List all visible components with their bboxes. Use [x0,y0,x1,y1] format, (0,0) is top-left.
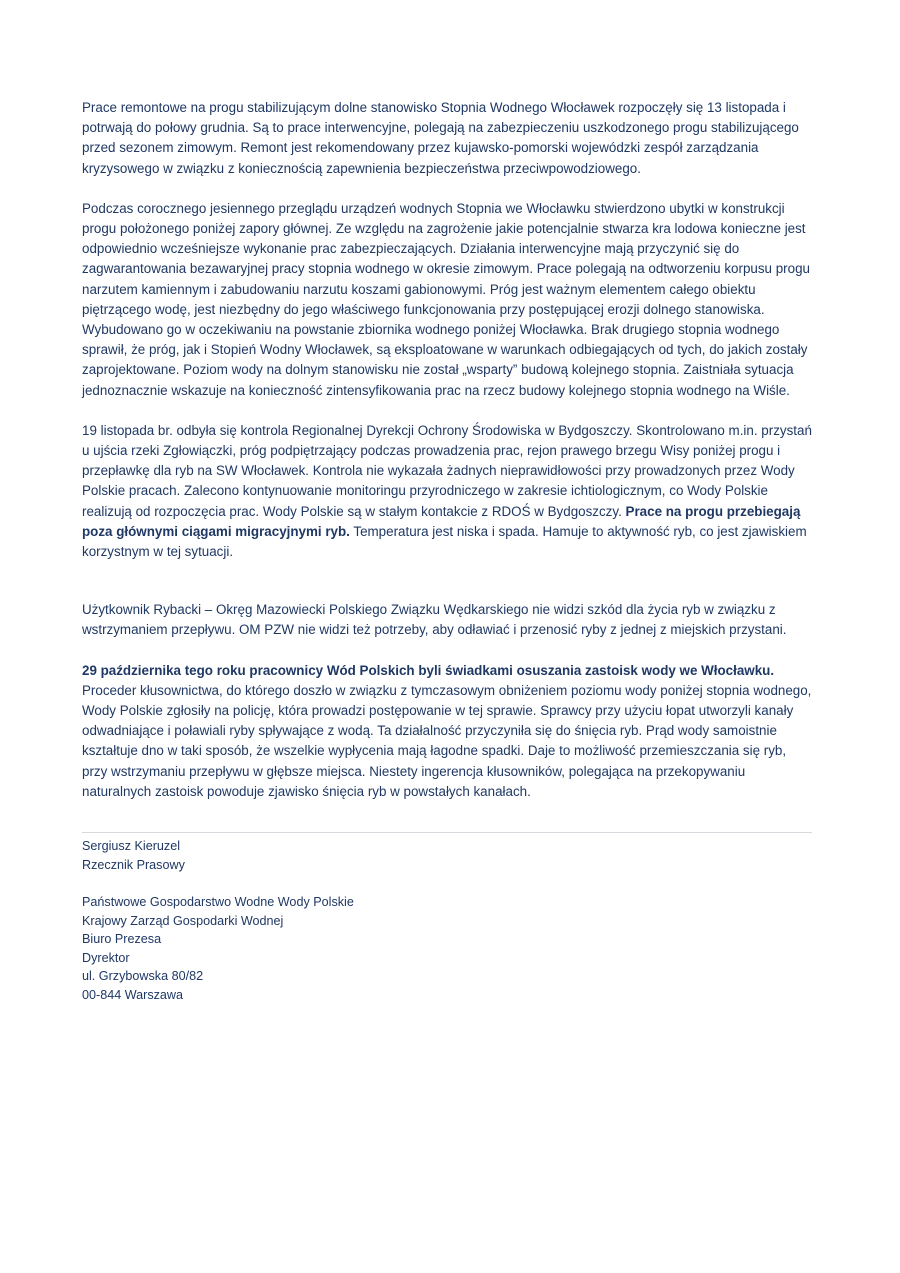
paragraph-poaching [82,661,812,802]
press-release-document [82,98,812,1023]
paragraph-annual-inspection [82,199,812,401]
organization-board: Krajowy Zarząd Gospodarki Wodnej [82,913,284,928]
signature-section [82,837,812,1004]
migration-routes-highlight: Prace na progu przebiegają poza głównymi ciągami migracyjnymi ryb. [82,503,801,539]
paragraph-renovation-works [82,98,812,179]
address-city: 00-844 Warszawa [82,987,184,1002]
paragraph-renovation-works-text: Prace remontowe na progu stabilizującym dolne stanowisko Stopnia Wodnego Włocławek rozpoczęły się 13 listopada i potrwają do połowy grudnia. Są to prace interwencyjne, polegają na zabezpieczeniu uszkodzonego progu stabilizującego przed sezonem zimowym. Remont jest rekomendowany przez kujawsko-pomorski wojewódzki zespół zarządzania kryzysowego w związku z koniecznością zapewnienia bezpieczeństwa przeciwpowodziowego. [82,100,799,176]
organization-name: Państwowe Gospodarstwo Wodne Wody Polskie [82,895,354,910]
spokesperson-block [82,837,812,874]
paragraph-poaching-text: Proceder kłusownictwa, do którego doszło w związku z tymczasowym obniżeniem poziomu wody poniżej stopnia wodnego, Wody Polskie zgłosiły na policję, która prowadzi postępowanie w tej sprawie. Sprawcy przy użyciu łopat utworzyli kanały odwadniające i poławiali ryby spływające z wodą. Ta działalność przyczyniła się do śnięcia ryb. Prąd wody samoistnie kształtuje dno w taki sposób, że wszelkie wypłycenia mają łagodne spadki. Daje to możliwość przemieszczania się ryb, przy wstrzymaniu przepływu w głębsze miejsca. Niestety ingerencja kłusowników, polegająca na przekopywaniu naturalnych zastoisk powoduje zjawisko śnięcia ryb w powstałych kanałach. [82,682,812,799]
spokesperson-name: Sergiusz Kieruzel [82,839,180,854]
organization-position: Dyrektor [82,950,130,965]
spokesperson-role: Rzecznik Prasowy [82,857,185,872]
paragraph-rdos-inspection [82,421,812,562]
address-street: ul. Grzybowska 80/82 [82,969,204,984]
organization-office: Biuro Prezesa [82,932,162,947]
signature-divider [82,832,812,833]
paragraph-annual-inspection-text: Podczas corocznego jesiennego przeglądu urządzeń wodnych Stopnia we Włocławku stwierdzono ubytki w konstrukcji progu położonego poniżej zapory głównej. Ze względu na zagrożenie jakie potencjalnie stwarza kra lodowa konieczne jest odpowiednio wcześniejsze wykonanie prac zabezpieczających. Działania interwencyjne mają przyczynić się do zagwarantowania bezawaryjnej pracy stopnia wodnego w okresie zimowym. Prace polegają na odtworzeniu korpusu progu narzutem kamiennym i zabudowaniu narzutu koszami gabionowymi. Próg jest ważnym elementem całego obiektu piętrzącego wodę, jest niezbędny do jego właściwego funkcjonowania przy postępującej erozji dolnego stanowiska. Wybudowano go w oczekiwaniu na powstanie zbiornika wodnego poniżej Włocławka. Brak drugiego stopnia wodnego sprawił, że próg, jak i Stopień Wodny Włocławek, są eksploatowane w warunkach odbiegających od tych, do jakich zostały zaprojektowane. Poziom wody na dolnym stanowisku nie został „wsparty” budową kolejnego stopnia. Zaistniała sytuacja jednoznacznie wskazuje na konieczność zintensyfikowania prac na rzecz budowy kolejnego stopnia wodnego na Wiśle. [82,200,810,398]
paragraph-fishing-association-text: Użytkownik Rybacki – Okręg Mazowiecki Polskiego Związku Wędkarskiego nie widzi szkód dla życia ryb w związku z wstrzymaniem przepływu. OM PZW nie widzi też potrzeby, aby odławiać i przenosić ryby z jednej z miejskich przystani. [82,602,787,638]
paragraph-rdos-inspection-text: 19 listopada br. odbyła się kontrola Regionalnej Dyrekcji Ochrony Środowiska w Bydgoszczy. Skontrolowano m.in. przystań u ujścia rzeki Zgłowiączki, próg podpiętrzający podczas prowadzenia prac, rejon prawego brzegu Wisy poniżej progu i przepławkę dla ryb na SW Włocławek. Kontrola nie wykazała żadnych nieprawidłowości przy prowadzonych przez Wody Polskie pracach. Zalecono kontynuowanie monitoringu przyrodniczego w zakresie ichtiologicznym, co Wody Polskie realizują od rozpoczęcia prac. Wody Polskie są w stałym kontakcie z RDOŚ w Bydgoszczy. [82,422,812,519]
paragraph-fishing-association [82,600,812,640]
organization-block [82,893,812,1004]
paragraph-rdos-inspection-ending: Temperatura jest niska i spada. Hamuje to aktywność ryb, co jest zjawiskiem korzystnym w tej sytuacji. [82,523,807,560]
poaching-highlight: 29 października tego roku pracownicy Wód Polskich byli świadkami osuszania zastoisk wody we Włocławku. [82,662,775,678]
